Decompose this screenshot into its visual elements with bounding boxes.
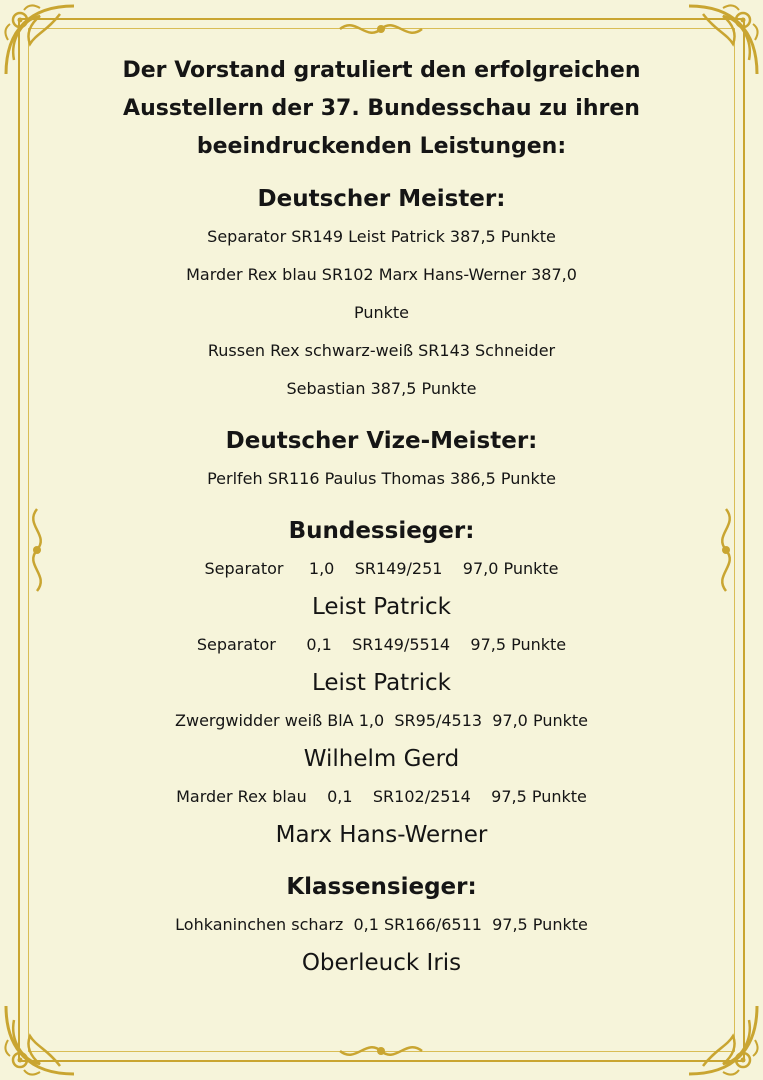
breeder-name: Oberleuck Iris [301,950,462,976]
winner-line: Marder Rex blau SR102 Marx Hans-Werner 387,0 [186,265,577,284]
award-row: Separator 1,0 SR149/251 97,0 Punkte [204,559,559,578]
winner-line: Punkte [353,303,410,322]
breeder-name: Marx Hans-Werner [275,822,488,848]
section-vize-meister [50,422,713,498]
award-row: Lohkaninchen scharz 0,1 SR166/6511 97,5 Punkte [175,915,588,934]
corner-ornament-icon [683,1000,763,1080]
section-klassensieger [50,868,713,982]
award-row: Separator 0,1 SR149/5514 97,5 Punkte [196,635,567,654]
section-heading: Deutscher Vize-Meister: [225,428,538,454]
section-deutscher-meister [50,180,713,408]
bottom-scroll-ornament-icon [336,1036,426,1066]
section-heading: Bundessieger: [288,518,475,544]
certificate-content [50,52,713,982]
award-row: Marder Rex blau 0,1 SR102/2514 97,5 Punkte [176,787,587,806]
winner-line: Perlfeh SR116 Paulus Thomas 386,5 Punkte [207,469,556,488]
breeder-name: Wilhelm Gerd [303,746,460,772]
side-scroll-ornament-icon [711,505,741,595]
winner-line: Separator SR149 Leist Patrick 387,5 Punkte [207,227,556,246]
breeder-name: Leist Patrick [311,594,452,620]
corner-ornament-icon [0,1000,80,1080]
winner-line: Sebastian 387,5 Punkte [286,379,477,398]
winner-line: Russen Rex schwarz-weiß SR143 Schneider [207,341,556,360]
intro-text: Der Vorstand gratuliert den erfolgreichen Ausstellern der 37. Bundesschau zu ihren beeindruckenden Leistungen: [122,58,641,159]
section-bundessieger [50,512,713,854]
award-row: Zwergwidder weiß BlA 1,0 SR95/4513 97,0 Punkte [175,711,588,730]
top-scroll-ornament-icon [336,14,426,44]
side-scroll-ornament-icon [22,505,52,595]
section-heading: Klassensieger: [286,874,477,900]
section-heading: Deutscher Meister: [257,186,506,212]
breeder-name: Leist Patrick [311,670,452,696]
